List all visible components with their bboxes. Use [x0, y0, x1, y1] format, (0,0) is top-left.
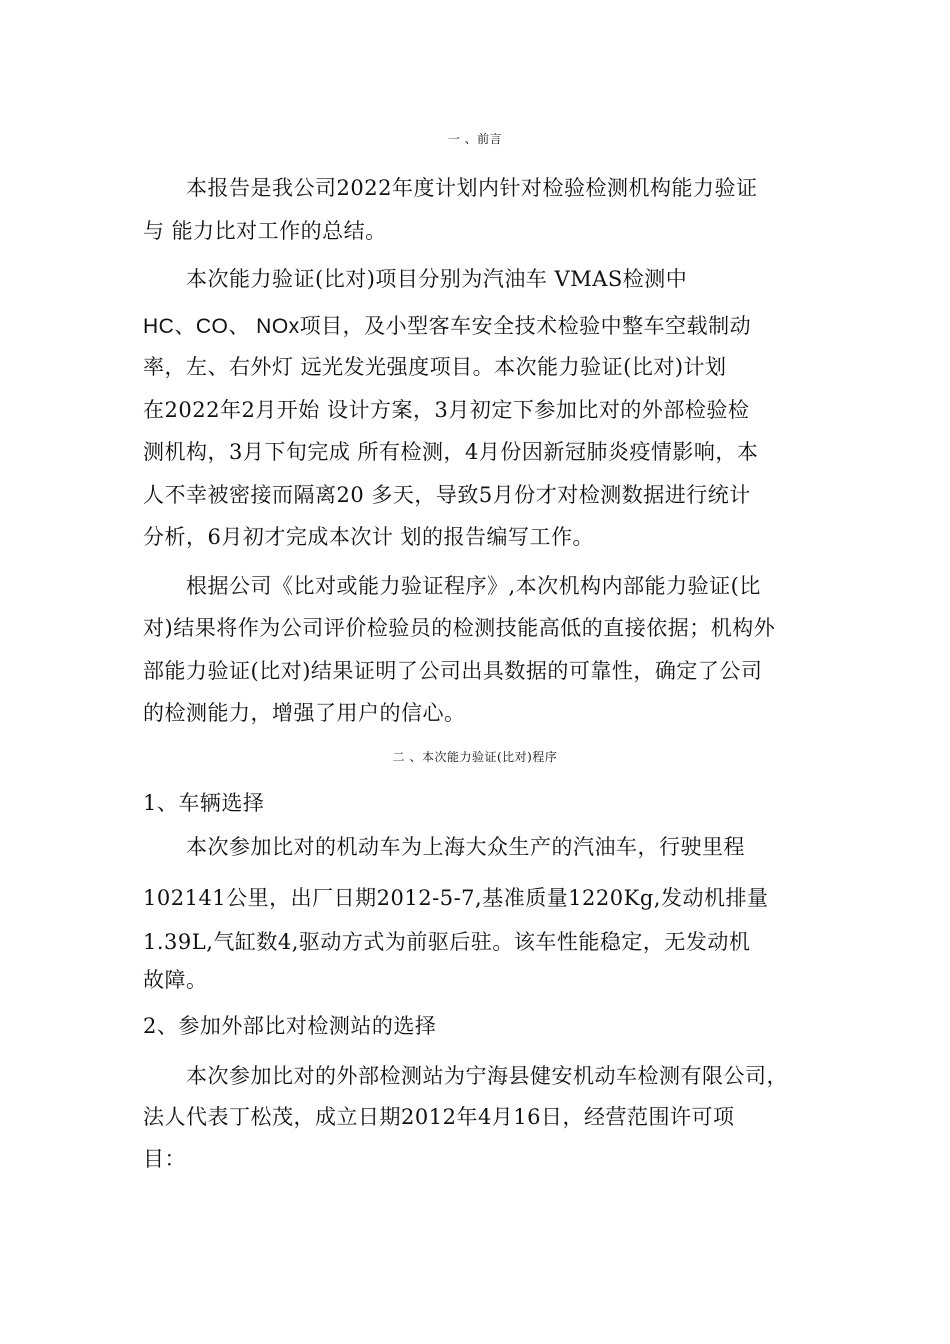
para3-line4: 的检测能力，增强了用户的信心。 [143, 701, 466, 725]
item2-line2: 法人代表丁松茂，成立日期2012年4月16日，经营范围许可项 [143, 1105, 735, 1129]
para2-line6: 人不幸被密接而隔离20 多天，导致5月份才对检测数据进行统计 [143, 483, 751, 507]
item2-line3: 目： [143, 1147, 186, 1171]
item2-title: 2、参加外部比对检测站的选择 [143, 1014, 437, 1038]
para2-line3: 率，左、右外灯 远光发光强度项目。本次能力验证(比对)计划 [143, 355, 727, 379]
para1-line2: 与 能力比对工作的总结。 [143, 219, 387, 243]
para2-line2: HC、CO、 NOx项目，及小型客车安全技术检验中整车空载制动 [143, 315, 752, 338]
para3-line1: 根据公司《比对或能力验证程序》,本次机构内部能力验证(比 [186, 574, 761, 598]
section1-heading: 一 、前言 [447, 132, 503, 146]
section2-heading: 二 、本次能力验证(比对)程序 [392, 750, 558, 764]
para2-line1: 本次能力验证(比对)项目分别为汽油车 VMAS检测中 [186, 267, 688, 291]
item1-line2: 102141公里，出厂日期2012-5-7,基准质量1220Kg,发动机排量 [143, 886, 769, 910]
item2-line1: 本次参加比对的外部检测站为宁海县健安机动车检测有限公司， [186, 1064, 788, 1088]
item1-line3: 1.39L,气缸数4,驱动方式为前驱后驻。该车性能稳定，无发动机 [143, 930, 751, 954]
para2-line4: 在2022年2月开始 设计方案，3月初定下参加比对的外部检验检 [143, 398, 750, 422]
para1-line1: 本报告是我公司2022年度计划内针对检验检测机构能力验证 [186, 176, 758, 200]
item1-line4: 故障。 [143, 968, 208, 992]
para3-line2: 对)结果将作为公司评价检验员的检测技能高低的直接依据；机构外 [143, 616, 776, 640]
para2-line5: 测机构，3月下旬完成 所有检测，4月份因新冠肺炎疫情影响，本 [143, 440, 759, 464]
para2-line7: 分析，6月初才完成本次计 划的报告编写工作。 [143, 525, 595, 549]
item1-title: 1、车辆选择 [143, 791, 265, 815]
item1-line1: 本次参加比对的机动车为上海大众生产的汽油车，行驶里程 [186, 835, 745, 859]
para3-line3: 部能力验证(比对)结果证明了公司出具数据的可靠性，确定了公司 [143, 659, 763, 683]
